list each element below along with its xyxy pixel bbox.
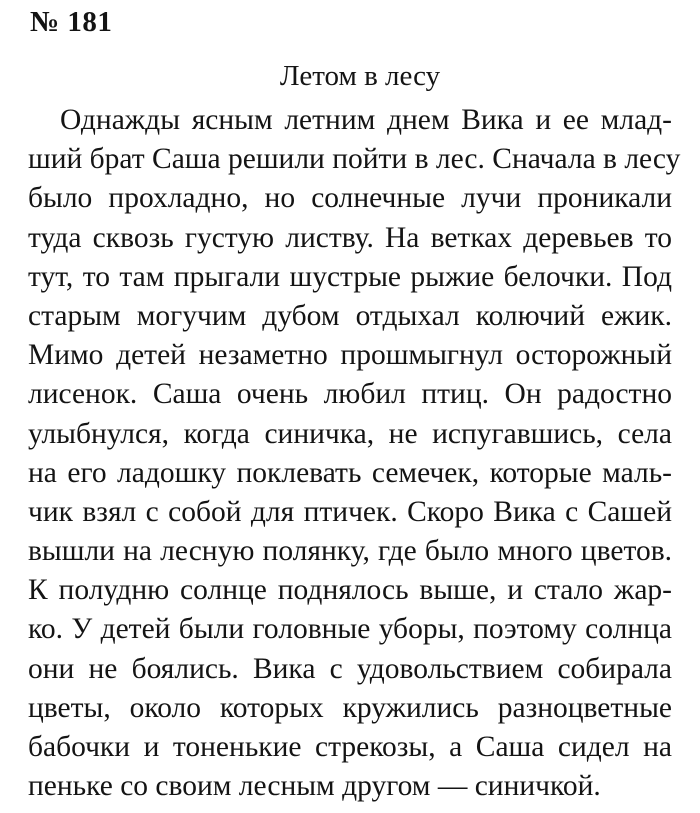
text-line: они не боялись. Вика с удовольствием собирала bbox=[28, 652, 672, 685]
text-line: тут, то там прыгали шустрые рыжие белочки. Под bbox=[28, 260, 672, 293]
text-line: лисенок. Саша очень любил птиц. Он радостно bbox=[28, 378, 672, 411]
body-paragraph bbox=[28, 101, 681, 806]
text-line: старым могучим дубом отдыхал колючий ежик. bbox=[28, 299, 672, 332]
text-line: улыбнулся, когда синичка, не испугавшись, села bbox=[28, 417, 672, 450]
exercise-number: № 181 bbox=[30, 6, 113, 38]
text-line: Мимо детей незаметно прошмыгнул осторожный bbox=[28, 339, 672, 372]
text-line: бабочки и тоненькие стрекозы, а Саша сидел на bbox=[28, 731, 672, 763]
text-line: вышли на лесную полянку, где было много цветов. bbox=[28, 535, 672, 568]
text-line: пеньке со своим лесным другом — синичкой. bbox=[28, 770, 601, 803]
text-line: чик взял с собой для птичек. Скоро Вика с Сашей bbox=[28, 495, 672, 528]
text-line: было прохладно, но солнечные лучи проникали bbox=[28, 182, 672, 215]
text-line: К полудню солнце поднялось выше, и стало жар- bbox=[28, 574, 672, 607]
text-line: Однажды ясным летним днем Вика и ее млад- bbox=[60, 104, 672, 136]
text-title: Летом в лесу bbox=[279, 60, 441, 92]
text-line: ко. У детей были головные уборы, поэтому солнца bbox=[28, 613, 672, 646]
text-line: туда сквозь густую листву. На ветках деревьев то bbox=[28, 221, 672, 254]
text-line: на его ладошку поклевать семечек, которые маль- bbox=[28, 456, 672, 489]
text-line: цветы, около которых кружились разноцветные bbox=[28, 691, 672, 724]
text-line: ший брат Саша решили пойти в лес. Сначала в лесу bbox=[28, 143, 681, 176]
